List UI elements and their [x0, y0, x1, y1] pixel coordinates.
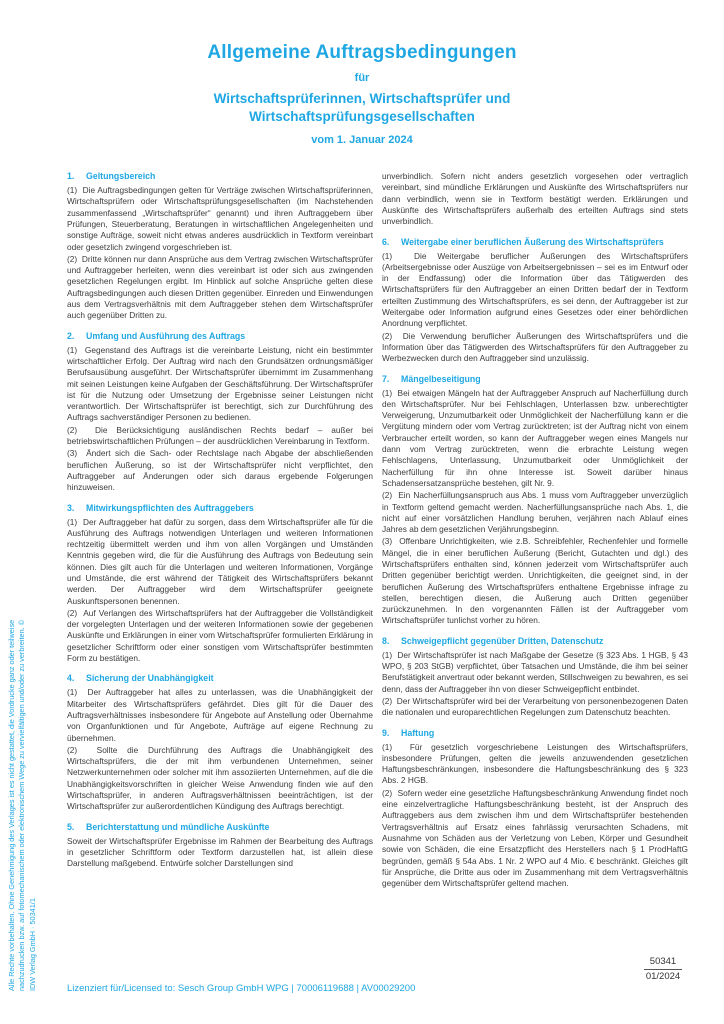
section-5-continuation-paragraph: unverbindlich. Sofern nicht anders gesetzlich vorgesehen oder vertraglich vereinbart, sind mündliche Erklärungen und Auskünfte des Wirtschaftsprüfers nur dann verbindlich, wenn sie in Textform bestätigt werden. Erklärungen und Auskünfte des Wirtschaftsprüfers außerhalb des erteilten Auftrags sind stets unverbindlich. — [382, 171, 688, 227]
form-number: 50341 — [644, 956, 682, 970]
section-number: 4. — [67, 673, 75, 684]
paragraph: (2) Dritte können nur dann Ansprüche aus dem Vertrag zwischen Wirtschaftsprüfer und Auftraggeber herleiten, wenn dies vereinbart ist oder sich aus zwingenden gesetzlichen Regelungen ergibt. Im Hinblick auf solche Ansprüche gelten diese Auftragsbedingungen auch diesen Dritten gegenüber. Einreden und Einwendungen aus dem Vertragsverhältnis mit dem Auftraggeber stehen dem Wirtschaftsprüfer auch gegenüber Dritten zu. — [67, 253, 373, 321]
section-1-geltungsbereich — [67, 171, 373, 322]
left-column — [67, 171, 373, 890]
section-heading — [382, 728, 688, 739]
subtitle-for: für — [354, 72, 370, 84]
paragraph: (1) Gegenstand des Auftrags ist die vereinbarte Leistung, nicht ein bestimmter wirtschaftlicher Erfolg. Der Auftrag wird nach den Grundsätzen ordnungsmäßiger Berufsausübung ausgeführt. Der Wirtschaftsprüfer übernimmt im Zusammenhang mit seinen Leistungen keine Aufgaben der Geschäftsführung. Der Wirtschaftsprüfer ist für die Nutzung oder Umsetzung der Ergebnisse seiner Leistungen nicht verantwortlich. Der Wirtschaftsprüfer ist berechtigt, sich zur Durchführung des Auftrags sachverständiger Personen zu bedienen. — [67, 344, 373, 423]
section-heading — [67, 171, 373, 182]
section-7-maengelbeseitigung — [382, 374, 688, 627]
section-title: Haftung — [401, 727, 435, 738]
form-date: 01/2024 — [645, 971, 681, 982]
paragraph: (1) Die Auftragsbedingungen gelten für Verträge zwischen Wirtschaftsprüferinnen, Wirtschaftsprüfern oder Wirtschaftsprüfungsgesellschaften (im Nachstehenden zusammenfassend „Wirtschaftsprüfer“ genannt) und ihren Auftraggebern über Prüfungen, Steuerberatung, Beratungen in wirtschaftlichen Angelegenheiten und sonstige Aufträge, soweit nicht etwas anderes ausdrücklich in Textform vereinbart oder gesetzlich zwingend vorgeschrieben ist. — [67, 185, 373, 252]
section-title: Berichterstattung und mündliche Auskünfte — [86, 821, 270, 832]
copyright-line-3: IDW Verlag GmbH · 50341/1 — [27, 898, 37, 991]
section-heading — [382, 374, 688, 385]
section-number: 1. — [67, 171, 75, 182]
subtitle-line-1: Wirtschaftsprüferinnen, Wirtschaftsprüfer und — [213, 91, 511, 106]
document-subtitle — [0, 90, 724, 125]
section-3-mitwirkungspflichten — [67, 503, 373, 665]
section-heading — [67, 822, 373, 833]
section-number: 2. — [67, 330, 75, 341]
paragraph: Soweit der Wirtschaftsprüfer Ergebnisse im Rahmen der Bearbeitung des Auftrags in gesetzlicher Schriftform oder Textform darzustellen hat, ist allein diese Darstellung maßgebend. Entwürfe solcher Darstellungen sind — [67, 835, 373, 869]
paragraph: (1) Die Weitergabe beruflicher Äußerungen des Wirtschaftsprüfers (Arbeitsergebnisse oder Auszüge von Arbeitsergebnissen – sei es im Entwurf oder in der Endfassung) oder die Information über das Tätigwerden des Wirtschaftsprüfers für den Auftraggeber an einen Dritten bedarf der in Textform erteilten Zustimmung des Wirtschaftsprüfers, es sei denn, der Auftraggeber ist zur Weitergabe oder Information aufgrund eines Gesetzes oder einer behördlichen Anordnung verpflichtet. — [382, 250, 688, 329]
section-number: 3. — [67, 502, 75, 513]
section-number: 8. — [382, 635, 390, 646]
section-number: 9. — [382, 727, 390, 738]
copyright-side-note — [7, 456, 38, 991]
section-4-sicherung-der-unabhaengigkeit — [67, 673, 373, 812]
document-body — [0, 146, 724, 890]
section-6-weitergabe — [382, 237, 688, 365]
paragraph: (2) Der Wirtschaftsprüfer wird bei der Verarbeitung von personenbezogenen Daten die nationalen und europarechtlichen Regelungen zum Datenschutz beachten. — [382, 695, 688, 718]
subtitle-line-2: Wirtschaftsprüfungsgesellschaften — [249, 108, 475, 124]
section-5-berichterstattung — [67, 822, 373, 870]
paragraph: (2) Sollte die Durchführung des Auftrags die Unabhängigkeit des Wirtschaftsprüfers, die der mit ihm verbundenen Unternehmen, seiner Netzwerkunternehmen oder solcher mit ihm assoziierten Unternehmen, auf die die Unabhängigkeitsvorschriften in gleicher Weise Anwendung finden wie auf den Wirtschaftsprüfer, in anderen Auftragsverhältnissen beeinträchtigen, ist der Wirtschaftsprüfer zur außerordentlichen Kündigung des Auftrags berechtigt. — [67, 744, 373, 812]
paragraph: (2) Sofern weder eine gesetzliche Haftungsbeschränkung Anwendung findet noch eine einzelvertragliche Haftungsbeschränkung besteht, ist der Anspruch des Auftraggebers aus dem zwischen ihm und dem Wirtschaftsprüfer bestehenden Vertragsverhältnis auf Ersatz eines fahrlässig verursachten Schadens, mit Ausnahme von Schäden aus der Verletzung von Leben, Körper und Gesundheit sowie von Schäden, die eine Ersatzpflicht des Herstellers nach § 1 ProdHaftG begründen, gemäß § 54a Abs. 1 Nr. 2 WPO auf 4 Mio. € beschränkt. Gleiches gilt für Ansprüche, die Dritte aus oder im Zusammenhang mit dem Vertragsverhältnis gegenüber dem Wirtschaftsprüfer geltend machen. — [382, 787, 688, 889]
section-heading — [382, 636, 688, 647]
paragraph: (2) Auf Verlangen des Wirtschaftsprüfers hat der Auftraggeber die Vollständigkeit der vorgelegten Unterlagen und der weiteren Informationen sowie der gegebenen Auskünfte und Erklärungen in einer vom Wirtschaftsprüfer formulierten Erklärung in gesetzlicher Schriftform oder einer sonstigen vom Wirtschaftsprüfer bestimmten Form zu bestätigen. — [67, 607, 373, 664]
paragraph: (3) Offenbare Unrichtigkeiten, wie z.B. Schreibfehler, Rechenfehler und formelle Mängel, die in einer beruflichen Äußerung (Bericht, Gutachten und dgl.) des Wirtschaftsprüfers enthalten sind, können jederzeit vom Wirtschaftsprüfer auch Dritten gegenüber berichtigt werden. Unrichtigkeiten, die geeignet sind, in der beruflichen Äußerung des Wirtschaftsprüfers enthaltene Ergebnisse infrage zu stellen, berechtigen diesen, die Äußerung auch Dritten gegenüber zurückzunehmen. In den vorgenannten Fällen ist der Auftraggeber vom Wirtschaftsprüfer tunlichst vorher zu hören. — [382, 536, 688, 626]
section-number: 7. — [382, 373, 390, 384]
paragraph: (1) Der Auftraggeber hat dafür zu sorgen, dass dem Wirtschaftsprüfer alle für die Ausführung des Auftrags notwendigen Unterlagen und weiteren Informationen rechtzeitig übermittelt werden und ihm von allen Vorgängen und Umständen Kenntnis gegeben wird, die für die Ausführung des Auftrags von Bedeutung sein können. Dies gilt auch für die Unterlagen und weiteren Informationen, Vorgänge und Umstände, die erst während der Tätigkeit des Wirtschaftsprüfers bekannt werden. Der Auftraggeber wird dem Wirtschaftsprüfer geeignete Auskunftspersonen benennen. — [67, 516, 373, 606]
document-date: vom 1. Januar 2024 — [311, 134, 413, 147]
form-id-block — [630, 956, 696, 983]
section-title: Sicherung der Unabhängigkeit — [86, 673, 214, 684]
section-title: Mitwirkungspflichten des Auftraggebers — [86, 502, 254, 513]
paragraph: (1) Bei etwaigen Mängeln hat der Auftraggeber Anspruch auf Nacherfüllung durch den Wirtschaftsprüfer. Nur bei Fehlschlagen, Unterlassen bzw. unberechtigter Verweigerung, Unzumutbarkeit oder Unmöglichkeit der Nacherfüllung kann er die Vergütung mindern oder vom Vertrag zurücktreten; ist der Auftrag nicht von einem Verbraucher erteilt worden, so kann der Auftraggeber wegen eines Mangels nur dann vom Vertrag zurücktreten, wenn die erbrachte Leistung wegen Fehlschlagens, Unterlassung, Unzumutbarkeit oder Unmöglichkeit der Nacherfüllung für ihn ohne Interesse ist. Soweit darüber hinaus Schadensersatzansprüche bestehen, gilt Nr. 9. — [382, 387, 688, 488]
section-heading — [67, 673, 373, 684]
section-title: Geltungsbereich — [86, 171, 156, 182]
paragraph: (2) Die Berücksichtigung ausländischen Rechts bedarf – außer bei betriebswirtschaftlichen Prüfungen – der ausdrücklichen Vereinbarung in Textform. — [67, 424, 373, 447]
section-heading — [67, 503, 373, 514]
section-number: 5. — [67, 821, 75, 832]
right-column — [382, 171, 688, 890]
section-heading — [382, 237, 688, 248]
paragraph: (3) Ändert sich die Sach- oder Rechtslage nach Abgabe der abschließenden beruflichen Äußerung, so ist der Wirtschaftsprüfer nicht verpflichtet, den Auftraggeber auf Änderungen oder sich daraus ergebende Folgerungen hinzuweisen. — [67, 448, 373, 493]
section-2-umfang-und-ausfuehrung — [67, 331, 373, 494]
section-number: 6. — [382, 236, 390, 247]
section-8-schweigepflicht-datenschutz — [382, 636, 688, 719]
paragraph: (2) Die Verwendung beruflicher Äußerungen des Wirtschaftsprüfers und die Information über das Tätigwerden des Wirtschaftsprüfers für den Auftraggeber zu Werbezwecken durch den Auftraggeber sind unzulässig. — [382, 330, 688, 364]
section-title: Schweigepflicht gegenüber Dritten, Datenschutz — [401, 635, 604, 646]
document-title: Allgemeine Auftragsbedingungen — [207, 42, 517, 63]
paragraph: (2) Ein Nacherfüllungsanspruch aus Abs. 1 muss vom Auftraggeber unverzüglich in Textform geltend gemacht werden. Nacherfüllungsansprüche nach Abs. 1, die nicht auf einer vorsätzlichen Handlung beruhen, verjähren nach Ablauf eines Jahres ab dem gesetzlichen Verjährungsbeginn. — [382, 490, 688, 535]
section-heading — [67, 331, 373, 342]
copyright-line-1: Alle Rechte vorbehalten. Ohne Genehmigung des Verlages ist es nicht gestattet, die Vordrucke ganz oder teilweise — [7, 619, 16, 991]
section-title: Umfang und Ausführung des Auftrags — [86, 330, 246, 341]
section-title: Weitergabe einer beruflichen Äußerung des Wirtschaftsprüfers — [401, 236, 664, 247]
copyright-line-2: nachzudrucken bzw. auf fotomechanischem oder elektronischem Wege zu vervielfältigen und/oder zu verbreiten. © — [17, 619, 27, 991]
section-title: Mängelbeseitigung — [401, 373, 481, 384]
paragraph: (1) Für gesetzlich vorgeschriebene Leistungen des Wirtschaftsprüfers, insbesondere Prüfungen, gelten die jeweils anzuwendenden gesetzlichen Haftungsbeschränkungen, insbesondere die Haftungsbeschränkung des § 323 Abs. 2 HGB. — [382, 741, 688, 786]
paragraph: (1) Der Wirtschaftsprüfer ist nach Maßgabe der Gesetze (§ 323 Abs. 1 HGB, § 43 WPO, § 203 StGB) verpflichtet, über Tatsachen und Umstände, die ihm bei seiner Berufstätigkeit anvertraut oder bekannt werden, Stillschweigen zu bewahren, es sei denn, dass der Auftraggeber ihn von dieser Schweigepflicht entbindet. — [382, 649, 688, 694]
section-9-haftung — [382, 728, 688, 890]
document-header — [0, 0, 724, 146]
paragraph: (1) Der Auftraggeber hat alles zu unterlassen, was die Unabhängigkeit der Mitarbeiter des Wirtschaftsprüfers gefährdet. Dies gilt für die Dauer des Auftragsverhältnisses insbesondere für Angebote auf Anstellung oder Übernahme von Organfunktionen und für Angebote, Aufträge auf eigene Rechnung zu übernehmen. — [67, 687, 373, 743]
license-line: Lizenziert für/Licensed to: Sesch Group GmbH WPG | 70006119688 | AV00029200 — [67, 983, 416, 994]
